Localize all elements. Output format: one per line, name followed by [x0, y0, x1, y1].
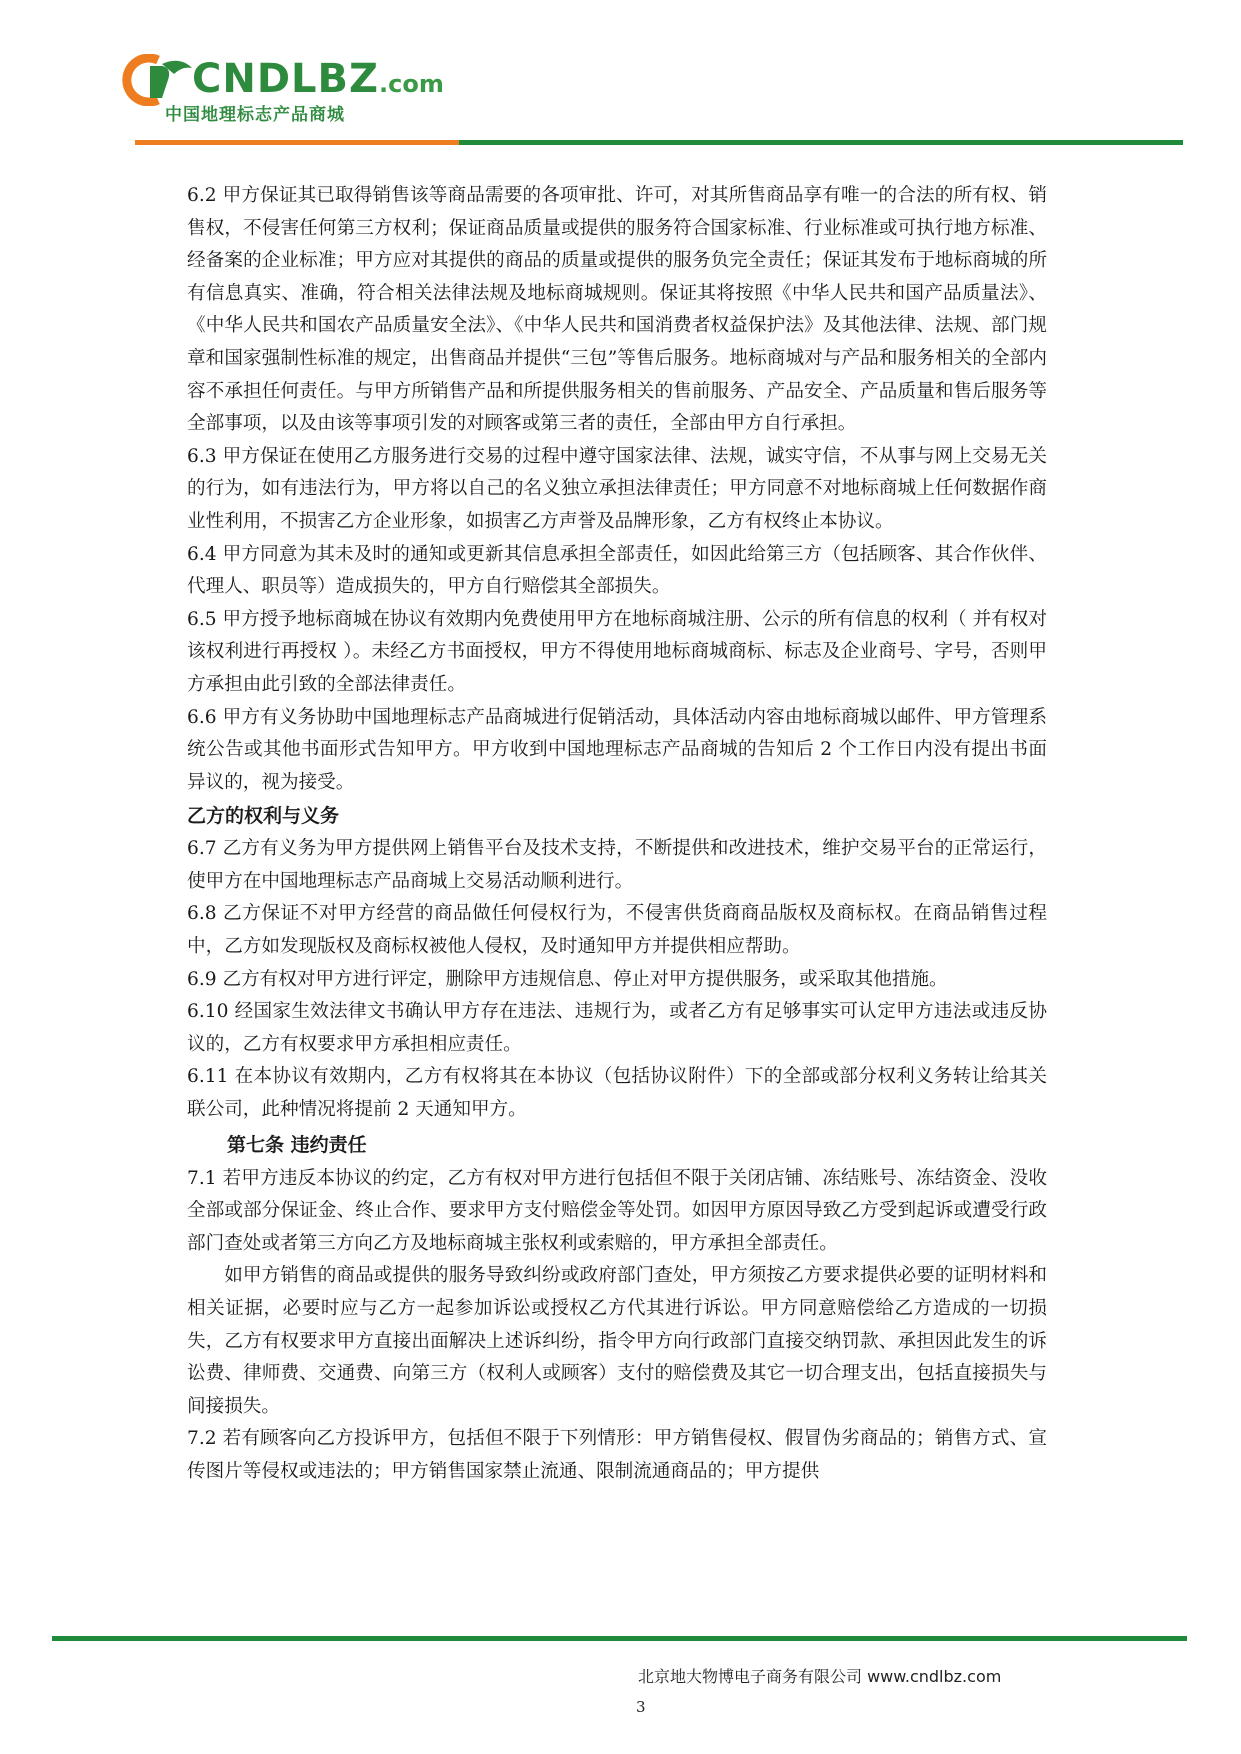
clause-paragraph: 6.11 在本协议有效期内，乙方有权将其在本协议（包括协议附件）下的全部或部分权利义务转让给其关联公司，此种情况将提前 2 天通知甲方。 — [187, 1066, 1048, 1121]
clause-paragraph: 6.9 乙方有权对甲方进行评定，删除甲方违规信息、停止对甲方提供服务，或采取其他措施。 — [187, 968, 948, 990]
clause-paragraph: 6.6 甲方有义务协助中国地理标志产品商城进行促销活动，具体活动内容由地标商城以邮件、甲方管理系统公告或其他书面形式告知甲方。甲方收到中国地理标志产品商城的告知后 2 个工作日内没有提出书面异议的，视为接受。 — [187, 706, 1047, 793]
clause-paragraph: 6.10 经国家生效法律文书确认甲方存在违法、违规行为，或者乙方有足够事实可认定甲方违法或违反协议的，乙方有权要求甲方承担相应责任。 — [187, 1001, 1048, 1055]
clause-paragraph: 6.2 甲方保证其已取得销售该等商品需要的各项审批、许可，对其所售商品享有唯一的合法的所有权、销售权，不侵害任何第三方权利；保证商品质量或提供的服务符合国家标准、行业标准或可执行地方标准、经备案的企业标准；甲方应对其提供的商品的质量或提供的服务负完全责任；保证其发布于地标商城的所有信息真实、准确，符合相关法律法规及地标商城规则。保证其将按照《中华人民共和国产品质量法》、《中华人民共和国农产品质量安全法》、《中华人民共和国消费者权益保护法》及其他法律、法规、部门规章和国家强制性标准的规定，出售商品并提供“三包”等售后服务。地标商城对与产品和服务相关的全部内容不承担任何责任。与甲方所销售产品和所提供服务相关的售前服务、产品安全、产品质量和售后服务等全部事项，以及由该等事项引发的对顾客或第三者的责任，全部由甲方自行承担。 — [187, 185, 1047, 435]
logo-wordmark — [192, 54, 444, 109]
logo-domain-suffix: .com — [379, 70, 444, 98]
article-heading: 第七条 违约责任 — [227, 1133, 367, 1156]
logo-badge-icon — [122, 54, 198, 106]
clause-paragraph: 6.7 乙方有义务为甲方提供网上销售平台及技术支持，不断提供和改进技术，维护交易平台的正常运行，使甲方在中国地理标志产品商城上交易活动顺利进行。 — [187, 838, 1047, 892]
footer-company: 北京地大物博电子商务有限公司 www.cndlbz.com — [638, 1667, 1002, 1686]
clause-paragraph: 6.4 甲方同意为其未及时的通知或更新其信息承担全部责任，如因此给第三方（包括顾客、其合作伙伴、代理人、职员等）造成损失的，甲方自行赔偿其全部损失。 — [187, 543, 1047, 598]
section-heading: 乙方的权利与义务 — [187, 805, 340, 828]
footer-divider — [52, 1636, 1187, 1641]
clause-paragraph: 如甲方销售的商品或提供的服务导致纠纷或政府部门查处，甲方须按乙方要求提供必要的证明材料和相关证据，必要时应与乙方一起参加诉讼或授权乙方代其进行诉讼。甲方同意赔偿给乙方造成的一切损失，乙方有权要求甲方直接出面解决上述诉纠纷，指令甲方向行政部门直接交纳罚款、承担因此发生的诉讼费、律师费、交通费、向第三方（权利人或顾客）支付的赔偿费及其它一切合理支出，包括直接损失与间接损失。 — [187, 1265, 1047, 1417]
clause-paragraph: 6.5 甲方授予地标商城在协议有效期内免费使用甲方在地标商城注册、公示的所有信息的权利（ 并有权对该权利进行再授权 ）。未经乙方书面授权，甲方不得使用地标商城商标、标志及企业商号、字号，否则甲方承担由此引致的全部法律责任。 — [187, 608, 1047, 695]
header-divider — [135, 140, 1183, 145]
logo-subtitle: 中国地理标志产品商城 — [165, 105, 345, 125]
page-number: 3 — [636, 1698, 646, 1716]
header-divider-green — [459, 140, 1183, 145]
clause-paragraph: 6.8 乙方保证不对甲方经营的商品做任何侵权行为，不侵害供货商商品版权及商标权。在商品销售过程中，乙方如发现版权及商标权被他人侵权，及时通知甲方并提供相应帮助。 — [187, 903, 1047, 958]
clause-paragraph: 6.3 甲方保证在使用乙方服务进行交易的过程中遵守国家法律、法规，诚实守信，不从事与网上交易无关的行为，如有违法行为，甲方将以自己的名义独立承担法律责任；甲方同意不对地标商城上任何数据作商业性利用，不损害乙方企业形象，如损害乙方声誉及品牌形象，乙方有权终止本协议。 — [187, 445, 1047, 532]
clause-paragraph: 7.2 若有顾客向乙方投诉甲方，包括但不限于下列情形：甲方销售侵权、假冒伪劣商品的；销售方式、宣传图片等侵权或违法的；甲方销售国家禁止流通、限制流通商品的；甲方提供 — [187, 1428, 1047, 1482]
logo-wordmark-text: CNDLBZ — [192, 56, 380, 102]
clause-paragraph: 7.1 若甲方违反本协议的约定，乙方有权对甲方进行包括但不限于关闭店铺、冻结账号、冻结资金、没收全部或部分保证金、终止合作、要求甲方支付赔偿金等处罚。如因甲方原因导致乙方受到起诉或遭受行政部门查处或者第三方向乙方及地标商城主张权利或索赔的，甲方承担全部责任。 — [187, 1167, 1047, 1254]
document-body — [187, 180, 1047, 1489]
header-divider-orange — [135, 140, 459, 145]
site-logo — [122, 54, 444, 134]
